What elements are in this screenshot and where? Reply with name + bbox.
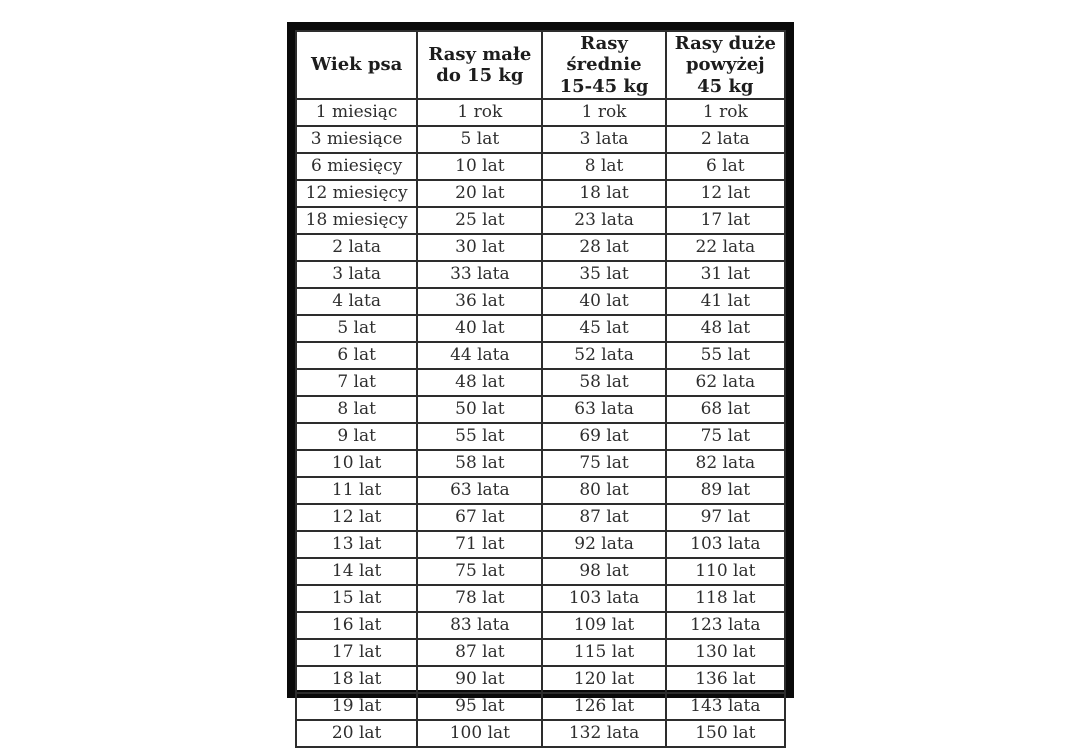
table-cell: 132 lata bbox=[542, 720, 665, 747]
table-cell: 1 miesiąc bbox=[296, 99, 417, 126]
table-cell: 11 lat bbox=[296, 477, 417, 504]
table-row bbox=[296, 450, 785, 477]
table-cell: 103 lata bbox=[666, 531, 785, 558]
table-row bbox=[296, 126, 785, 153]
table-row bbox=[296, 261, 785, 288]
table-cell: 50 lat bbox=[417, 396, 542, 423]
table-cell: 8 lat bbox=[296, 396, 417, 423]
table-cell: 1 rok bbox=[417, 99, 542, 126]
table-cell: 4 lata bbox=[296, 288, 417, 315]
table-cell: 18 lat bbox=[296, 666, 417, 693]
column-header: Rasy małe do 15 kg bbox=[417, 31, 542, 99]
table-row bbox=[296, 288, 785, 315]
table-row bbox=[296, 477, 785, 504]
table-cell: 22 lata bbox=[666, 234, 785, 261]
table-cell: 109 lat bbox=[542, 612, 665, 639]
table-cell: 7 lat bbox=[296, 369, 417, 396]
table-cell: 40 lat bbox=[417, 315, 542, 342]
table-cell: 13 lat bbox=[296, 531, 417, 558]
table-cell: 3 lata bbox=[542, 126, 665, 153]
table-row bbox=[296, 666, 785, 693]
table-cell: 6 lat bbox=[296, 342, 417, 369]
column-header: Rasy średnie 15-45 kg bbox=[542, 31, 665, 99]
table-cell: 92 lata bbox=[542, 531, 665, 558]
column-header: Rasy duże powyżej 45 kg bbox=[666, 31, 785, 99]
dog-age-table-frame bbox=[287, 22, 794, 743]
table-cell: 63 lata bbox=[417, 477, 542, 504]
table-cell: 82 lata bbox=[666, 450, 785, 477]
table-row bbox=[296, 207, 785, 234]
dog-age-table bbox=[295, 30, 786, 748]
table-cell: 18 lat bbox=[542, 180, 665, 207]
table-cell: 18 miesięcy bbox=[296, 207, 417, 234]
table-row bbox=[296, 396, 785, 423]
table-cell: 48 lat bbox=[666, 315, 785, 342]
table-cell: 16 lat bbox=[296, 612, 417, 639]
table-row bbox=[296, 369, 785, 396]
table-cell: 6 lat bbox=[666, 153, 785, 180]
table-row bbox=[296, 234, 785, 261]
table-cell: 97 lat bbox=[666, 504, 785, 531]
table-cell: 87 lat bbox=[542, 504, 665, 531]
table-cell: 10 lat bbox=[296, 450, 417, 477]
table-cell: 31 lat bbox=[666, 261, 785, 288]
table-row bbox=[296, 180, 785, 207]
table-cell: 58 lat bbox=[417, 450, 542, 477]
table-cell: 52 lata bbox=[542, 342, 665, 369]
table-cell: 6 miesięcy bbox=[296, 153, 417, 180]
table-cell: 110 lat bbox=[666, 558, 785, 585]
table-cell: 17 lat bbox=[296, 639, 417, 666]
table-row bbox=[296, 153, 785, 180]
table-cell: 8 lat bbox=[542, 153, 665, 180]
table-cell: 90 lat bbox=[417, 666, 542, 693]
table-cell: 1 rok bbox=[666, 99, 785, 126]
table-cell: 136 lat bbox=[666, 666, 785, 693]
table-row bbox=[296, 585, 785, 612]
table-cell: 71 lat bbox=[417, 531, 542, 558]
table-header-row bbox=[296, 31, 785, 99]
table-cell: 2 lata bbox=[666, 126, 785, 153]
table-cell: 120 lat bbox=[542, 666, 665, 693]
table-row bbox=[296, 342, 785, 369]
table-cell: 28 lat bbox=[542, 234, 665, 261]
table-cell: 143 lata bbox=[666, 693, 785, 720]
table-row bbox=[296, 531, 785, 558]
table-cell: 1 rok bbox=[542, 99, 665, 126]
table-cell: 44 lata bbox=[417, 342, 542, 369]
table-cell: 12 lat bbox=[666, 180, 785, 207]
table-cell: 5 lat bbox=[417, 126, 542, 153]
table-row bbox=[296, 423, 785, 450]
table-cell: 15 lat bbox=[296, 585, 417, 612]
table-cell: 58 lat bbox=[542, 369, 665, 396]
table-cell: 35 lat bbox=[542, 261, 665, 288]
table-cell: 3 lata bbox=[296, 261, 417, 288]
table-cell: 5 lat bbox=[296, 315, 417, 342]
table-cell: 3 miesiące bbox=[296, 126, 417, 153]
table-cell: 123 lata bbox=[666, 612, 785, 639]
table-cell: 130 lat bbox=[666, 639, 785, 666]
table-cell: 55 lat bbox=[417, 423, 542, 450]
table-cell: 80 lat bbox=[542, 477, 665, 504]
table-row bbox=[296, 99, 785, 126]
table-cell: 20 lat bbox=[296, 720, 417, 747]
table-cell: 36 lat bbox=[417, 288, 542, 315]
table-cell: 12 miesięcy bbox=[296, 180, 417, 207]
table-cell: 30 lat bbox=[417, 234, 542, 261]
table-cell: 14 lat bbox=[296, 558, 417, 585]
table-cell: 33 lata bbox=[417, 261, 542, 288]
table-row bbox=[296, 639, 785, 666]
table-cell: 67 lat bbox=[417, 504, 542, 531]
table-row bbox=[296, 315, 785, 342]
table-cell: 20 lat bbox=[417, 180, 542, 207]
table-cell: 40 lat bbox=[542, 288, 665, 315]
table-cell: 98 lat bbox=[542, 558, 665, 585]
table-cell: 45 lat bbox=[542, 315, 665, 342]
table-cell: 10 lat bbox=[417, 153, 542, 180]
table-cell: 68 lat bbox=[666, 396, 785, 423]
table-cell: 17 lat bbox=[666, 207, 785, 234]
table-cell: 75 lat bbox=[417, 558, 542, 585]
table-cell: 63 lata bbox=[542, 396, 665, 423]
table-cell: 75 lat bbox=[666, 423, 785, 450]
table-cell: 126 lat bbox=[542, 693, 665, 720]
table-cell: 78 lat bbox=[417, 585, 542, 612]
table-cell: 41 lat bbox=[666, 288, 785, 315]
table-cell: 55 lat bbox=[666, 342, 785, 369]
table-cell: 118 lat bbox=[666, 585, 785, 612]
column-header: Wiek psa bbox=[296, 31, 417, 99]
table-row bbox=[296, 693, 785, 720]
table-body bbox=[296, 99, 785, 747]
table-cell: 62 lata bbox=[666, 369, 785, 396]
table-cell: 100 lat bbox=[417, 720, 542, 747]
table-cell: 103 lata bbox=[542, 585, 665, 612]
table-cell: 25 lat bbox=[417, 207, 542, 234]
table-cell: 2 lata bbox=[296, 234, 417, 261]
table-row bbox=[296, 558, 785, 585]
table-cell: 9 lat bbox=[296, 423, 417, 450]
table-cell: 12 lat bbox=[296, 504, 417, 531]
table-cell: 115 lat bbox=[542, 639, 665, 666]
table-cell: 83 lata bbox=[417, 612, 542, 639]
table-row bbox=[296, 612, 785, 639]
table-cell: 89 lat bbox=[666, 477, 785, 504]
table-cell: 48 lat bbox=[417, 369, 542, 396]
table-cell: 75 lat bbox=[542, 450, 665, 477]
table-row bbox=[296, 720, 785, 747]
table-cell: 87 lat bbox=[417, 639, 542, 666]
table-row bbox=[296, 504, 785, 531]
table-cell: 69 lat bbox=[542, 423, 665, 450]
table-cell: 19 lat bbox=[296, 693, 417, 720]
table-cell: 23 lata bbox=[542, 207, 665, 234]
table-cell: 150 lat bbox=[666, 720, 785, 747]
table-cell: 95 lat bbox=[417, 693, 542, 720]
